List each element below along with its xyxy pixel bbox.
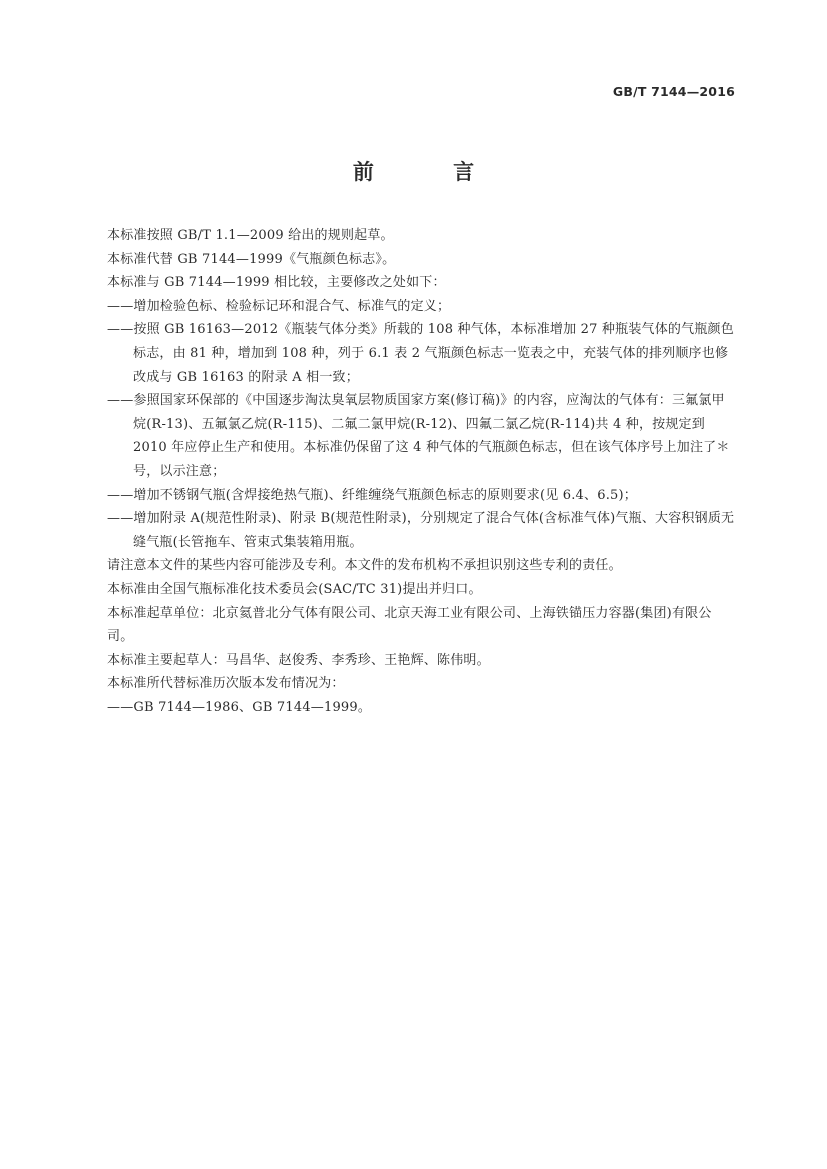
document-body bbox=[107, 224, 735, 719]
list-item: ——增加附录 A(规范性附录)、附录 B(规范性附录)，分别规定了混合气体(含标准气体)气瓶、大容积钢质无缝气瓶(长管拖车、管束式集装箱用瓶。 bbox=[107, 511, 735, 550]
paragraph-changes-intro: 本标准与 GB 7144—1999 相比较，主要修改之处如下： bbox=[107, 275, 446, 291]
paragraph-drafting-rules: 本标准按照 GB/T 1.1—2009 给出的规则起草。 bbox=[107, 228, 394, 243]
list-item: ——增加不锈钢气瓶(含焊接绝热气瓶)、纤维缠绕气瓶颜色标志的原则要求(见 6.4、6.5)； bbox=[107, 487, 637, 503]
paragraph-proposed-by: 本标准由全国气瓶标准化技术委员会(SAC/TC 31)提出并归口。 bbox=[107, 581, 482, 597]
paragraph-history-intro: 本标准所代替标准历次版本发布情况为： bbox=[107, 676, 345, 692]
page-title: 前 言 bbox=[352, 160, 511, 184]
paragraph-drafters: 本标准主要起草人：马昌华、赵俊秀、李秀珍、王艳辉、陈伟明。 bbox=[107, 652, 490, 668]
list-item: ——增加检验色标、检验标记环和混合气、标准气的定义； bbox=[107, 298, 451, 314]
paragraph-drafting-units: 本标准起草单位：北京氦普北分气体有限公司、北京天海工业有限公司、上海铁锚压力容器(集团)有限公司。 bbox=[107, 605, 712, 645]
list-item: ——GB 7144—1986、GB 7144—1999。 bbox=[107, 699, 372, 715]
list-item: ——按照 GB 16163—2012《瓶装气体分类》所载的 108 种气体，本标准增加 27 种瓶装气体的气瓶颜色标志，由 81 种，增加到 108 种，列于 6.1 表 2 气瓶颜色标志一览表之中，充装气体的排列顺序也修改成与 GB 16163 的附录 A 相一致； bbox=[107, 322, 734, 385]
list-item: ——参照国家环保部的《中国逐步淘汰臭氧层物质国家方案(修订稿)》的内容，应淘汰的气体有：三氟氯甲烷(R-13)、五氟氯乙烷(R-115)、二氟二氯甲烷(R-12)、四氟二氯乙烷(R-114)共 4 种，按规定到 2010 年应停止生产和使用。本标准仍保留了这 4 种气体的气瓶颜色标志，但在该气体序号上加注了＊号，以示注意； bbox=[107, 393, 730, 479]
paragraph-patent-notice: 请注意本文件的某些内容可能涉及专利。本文件的发布机构不承担识别这些专利的责任。 bbox=[107, 558, 622, 574]
standard-code: GB/T 7144—2016 bbox=[612, 84, 735, 99]
paragraph-replaces: 本标准代替 GB 7144—1999《气瓶颜色标志》。 bbox=[107, 251, 396, 267]
